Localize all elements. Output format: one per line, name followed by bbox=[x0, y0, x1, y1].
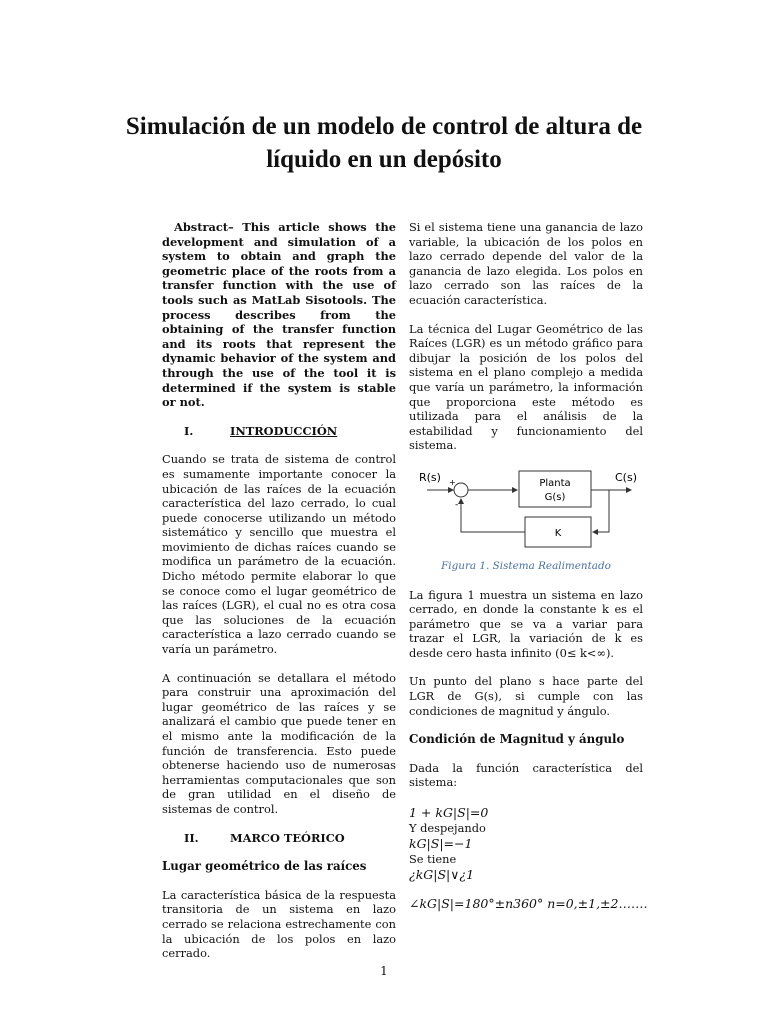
plant-transfer: G(s) bbox=[544, 491, 566, 503]
section-number: II. bbox=[184, 830, 199, 845]
plant-label: Planta bbox=[539, 477, 571, 489]
plus-sign: + bbox=[449, 477, 456, 487]
condition-heading: Condición de Magnitud y ángulo bbox=[409, 732, 625, 747]
feedback-label: K bbox=[554, 527, 562, 539]
minus-sign: - bbox=[455, 499, 459, 510]
section-heading-intro bbox=[162, 424, 396, 439]
equation-angle: ∠kG|S|=180°±n360° n=0,±1,±2……. bbox=[409, 896, 648, 912]
right-paragraph-4: Un punto del plano s hace parte del LGR de G(s), si cumple con las condiciones de magnitud y ángulo. bbox=[409, 674, 643, 718]
right-paragraph-2: La técnica del Lugar Geométrico de las Raíces (LGR) es un método gráfico para dibujar la posición de los polos del sistema en el plano complejo a medida que varía un parámetro, la información que proporciona este método es utilizada para el análisis de la estabilidad y funcionamiento del sistema. bbox=[409, 321, 643, 453]
intro-paragraph-2: A continuación se detallara el método para construir una aproximación del lugar geométrico de las raíces y se analizará el cambio que puede tener en el mismo ante la modificación de la función de transferencia. Esto puede obtenerse haciendo uso de numerosas herramientas computacionales que son de gran utilidad en el diseño de sistemas de control. bbox=[162, 670, 396, 816]
equation-1: 1 + kG|S|=0 bbox=[409, 805, 489, 821]
section-heading-marco bbox=[162, 831, 396, 846]
right-paragraph-1: Si el sistema tiene una ganancia de lazo variable, la ubicación de los polos en lazo cerrado depende del valor de la ganancia de lazo elegida. Los polos en lazo cerrado son las raíces de la ecuación característica. bbox=[409, 220, 643, 307]
intro-paragraph-1: Cuando se trata de sistema de control es sumamente importante conocer la ubicación de las raíces de la ecuación característica del lazo cerrado, lo cual puede conocerse utilizando un método sistemático y sencillo que muestra el movimiento de dichas raíces cuando se modifica un parámetro de la ecuación. Dicho método permite elaborar lo que se conoce como el lugar geométrico de las raíces (LGR), el cual no es otra cosa que las soluciones de la ecuación característica a lazo cerrado cuando se varía un parámetro. bbox=[162, 452, 396, 657]
section-title: INTRODUCCIÓN bbox=[230, 423, 338, 438]
equation-label-1: Y despejando bbox=[409, 821, 486, 836]
lgr-heading: Lugar geométrico de las raíces bbox=[162, 859, 367, 874]
output-label: C(s) bbox=[615, 470, 637, 484]
summing-junction bbox=[454, 483, 468, 497]
equation-2: kG|S|=−1 bbox=[409, 836, 473, 852]
left-column bbox=[162, 220, 396, 975]
section-number: I. bbox=[184, 423, 194, 438]
abstract: Abstract– This article shows the development and simulation of a system to obtain and graph the geometric place of the roots from a transfer function with the use of tools such as MatLab Sisotools. The process describes from the obtaining of the transfer function and its roots that represent the dynamic behavior of the system and through the use of the tool it is determined if the system is stable or not. bbox=[162, 220, 396, 410]
equation-3: ¿kG|S|∨¿1 bbox=[409, 867, 475, 883]
equation-label-2: Se tiene bbox=[409, 852, 457, 867]
lgr-paragraph: La característica básica de la respuesta transitoria de un sistema en lazo cerrado se relaciona estrechamente con la ubicación de los polos en lazo cerrado. bbox=[162, 887, 396, 961]
block-diagram-svg bbox=[409, 467, 643, 555]
paper-title: Simulación de un modelo de control de altura de líquido en un depósito bbox=[125, 113, 643, 173]
right-column bbox=[409, 220, 648, 912]
page-number: 1 bbox=[380, 964, 388, 978]
figure-caption: Figura 1. Sistema Realimentado bbox=[441, 559, 611, 572]
right-paragraph-3: La figura 1 muestra un sistema en lazo cerrado, en donde la constante k es el parámetro que se va a variar para trazar el LGR, la variación de k es desde cero hasta infinito (0≤ k<∞). bbox=[409, 587, 643, 660]
condition-paragraph: Dada la función característica del sistema: bbox=[409, 760, 643, 790]
block-diagram bbox=[409, 467, 643, 555]
feedback-path-out bbox=[593, 490, 609, 532]
feedback-path-in bbox=[461, 499, 525, 532]
input-label: R(s) bbox=[419, 470, 441, 484]
section-title: MARCO TEÓRICO bbox=[230, 830, 345, 845]
